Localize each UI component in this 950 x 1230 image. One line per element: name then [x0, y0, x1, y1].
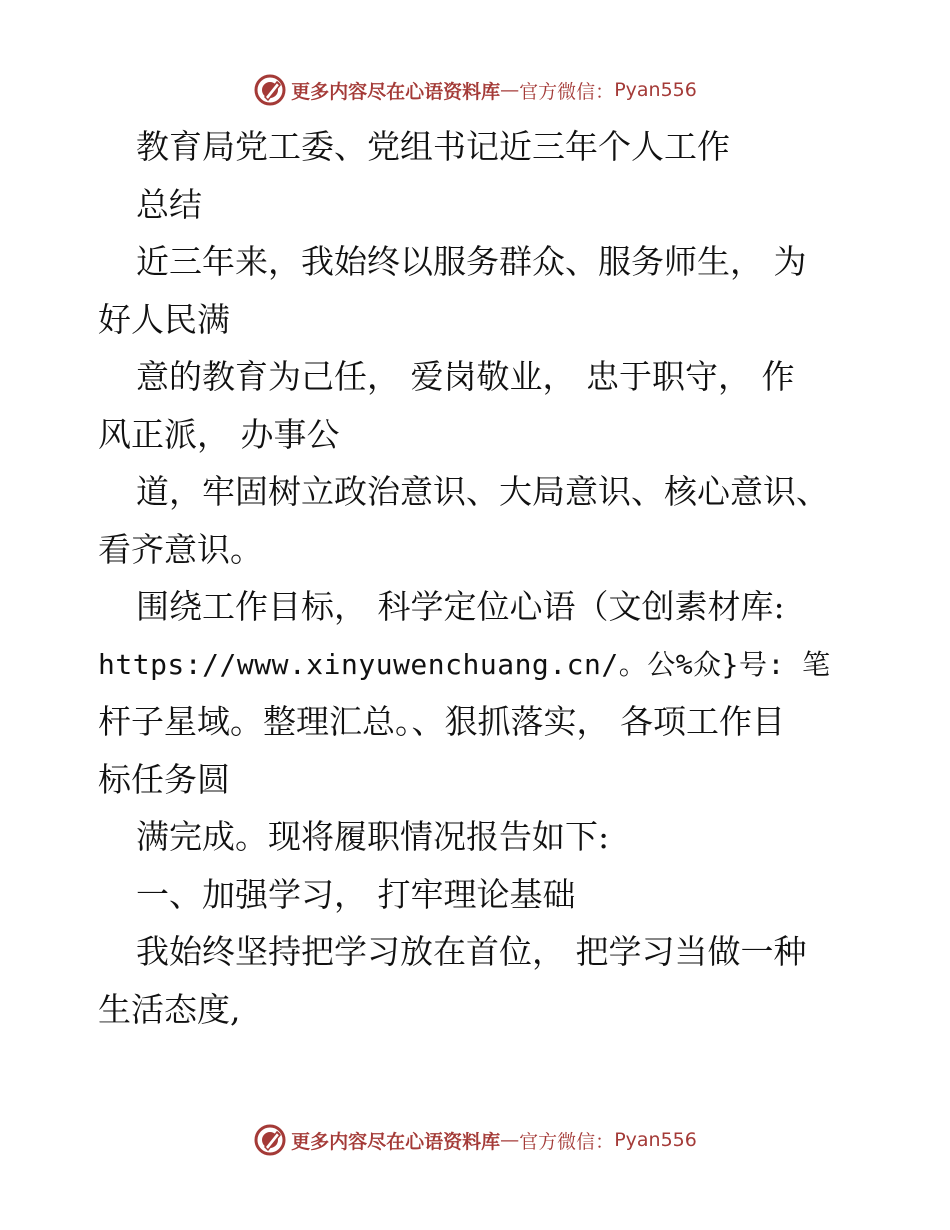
document-title-line-2: 总结 — [136, 184, 202, 224]
paragraph-line: 近三年来，我始终以服务群众、服务师生， 为 — [136, 242, 807, 281]
banner-brand: 更多内容尽在心语资料库 — [291, 1130, 501, 1153]
paragraph-line: 道，牢固树立政治意识、大局意识、核心意识、 — [136, 472, 829, 511]
footer-banner — [0, 1120, 950, 1160]
paragraph-line: 我始终坚持把学习放在首位， 把学习当做一种 — [136, 932, 807, 971]
document-body — [98, 118, 858, 1038]
pen-logo-icon — [253, 73, 287, 107]
paragraph-line: 看齐意识。 — [98, 529, 263, 569]
banner-dash: — — [500, 1129, 520, 1151]
header-banner — [0, 70, 950, 110]
document-title-line-1: 教育局党工委、党组书记近三年个人工作 — [136, 127, 730, 166]
paragraph-line-url: https://www.xinyuwenchuang.cn/。公%众}号: 笔 — [98, 647, 831, 681]
banner-wechat-id: Pyan556 — [614, 1129, 697, 1151]
paragraph-line: 满完成。现将履职情况报告如下: — [136, 817, 610, 856]
paragraph-line: 好人民满 — [98, 299, 230, 339]
paragraph-line: 意的教育为己任， 爱岗敬业， 忠于职守， 作 — [136, 357, 795, 396]
pen-logo-icon — [253, 1123, 287, 1157]
paragraph-line: 风正派， 办事公 — [98, 414, 340, 454]
paragraph-line: 生活态度, — [98, 989, 241, 1029]
banner-wechat-label: 官方微信： — [519, 1130, 615, 1153]
banner-brand: 更多内容尽在心语资料库 — [291, 80, 501, 103]
paragraph-line: 标任务圆 — [98, 759, 230, 799]
banner-wechat-id: Pyan556 — [614, 79, 697, 101]
banner-wechat-label: 官方微信： — [519, 80, 615, 103]
section-heading: 一、加强学习， 打牢理论基础 — [136, 874, 576, 914]
paragraph-line: 围绕工作目标， 科学定位心语（文创素材库: — [136, 587, 785, 626]
paragraph-line: 杆子星域。整理汇总。、狠抓落实， 各项工作目 — [98, 702, 785, 741]
banner-dash: — — [500, 79, 520, 101]
